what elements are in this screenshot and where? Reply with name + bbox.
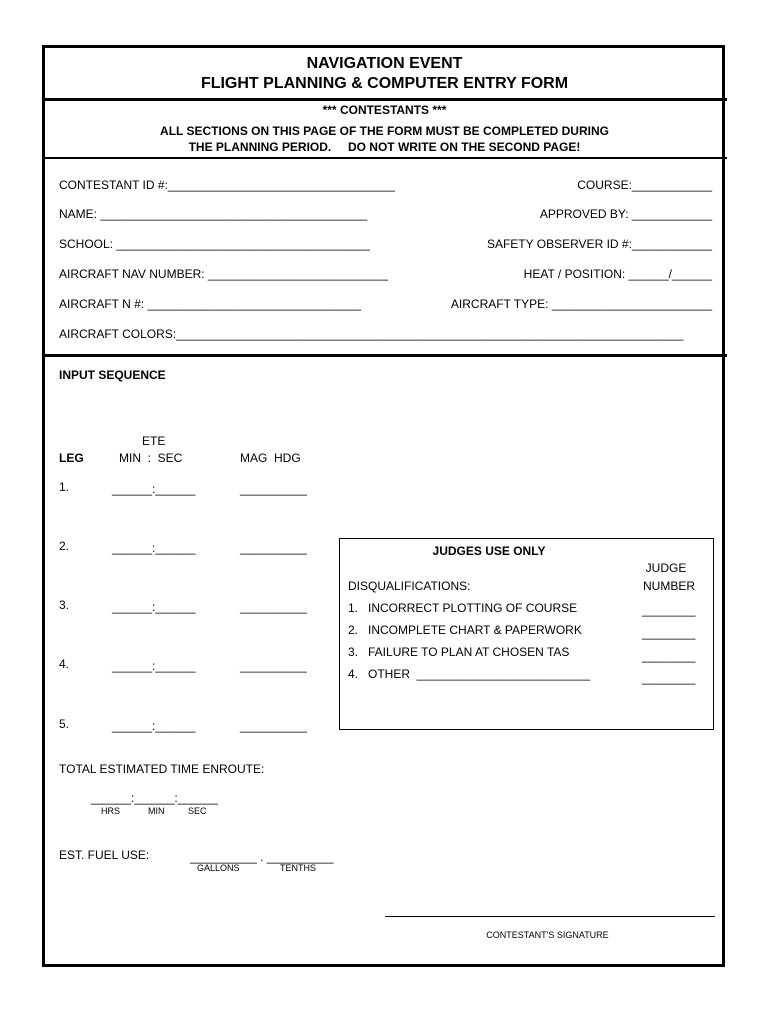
approved-by-field[interactable]: APPROVED BY: ____________ [539,207,712,221]
course-field[interactable]: COURSE:____________ [577,178,712,192]
fuel-use-field[interactable]: __________ . __________ [190,850,334,864]
tenths-label: TENTHS [280,863,316,873]
gallons-label: GALLONS [197,863,240,873]
leg-heading-field[interactable]: __________ [240,719,307,733]
leg-time-field[interactable]: ______:______ [112,659,196,673]
number-label: NUMBER [642,579,695,593]
hrs-label: HRS [101,806,121,816]
signature-line[interactable] [385,916,715,917]
name-field[interactable]: NAME: ________________________________________ [59,207,368,221]
judge-number-field[interactable]: ________ [642,626,696,640]
aircraft-colors-field[interactable]: AIRCRAFT COLORS:____________________________________________________________________________ [59,327,684,341]
disqualification-label[interactable]: 4. OTHER __________________________ [348,667,591,681]
disqualification-label: 1. INCORRECT PLOTTING OF COURSE [348,601,578,615]
leg-heading-field[interactable]: __________ [240,659,307,673]
form-title: NAVIGATION EVENT [306,55,463,72]
leg-time-field[interactable]: ______:______ [112,719,196,733]
notice-line-1: ALL SECTIONS ON THIS PAGE OF THE FORM MUST BE COMPLETED DURING [160,124,609,138]
heat-position-field[interactable]: HEAT / POSITION: ______/______ [523,267,712,281]
leg-number: 1. [59,480,70,494]
aircraft-n-field[interactable]: AIRCRAFT N #: ________________________________ [59,297,362,311]
disqualifications-label: DISQUALIFICATIONS: [348,579,471,593]
leg-number: 5. [59,717,70,731]
leg-heading-field[interactable]: __________ [240,482,307,496]
form-subtitle: FLIGHT PLANNING & COMPUTER ENTRY FORM [200,75,569,92]
ete-label: ETE [142,434,166,448]
leg-time-field[interactable]: ______:______ [112,482,196,496]
fields-divider [42,354,727,357]
signature-label: CONTESTANT'S SIGNATURE [486,930,609,940]
leg-time-field[interactable]: ______:______ [112,600,196,614]
judge-number-field[interactable]: ________ [642,603,696,617]
notice-line-2: THE PLANNING PERIOD. DO NOT WRITE ON THE SECOND PAGE! [188,140,581,154]
leg-heading-field[interactable]: __________ [240,600,307,614]
safety-observer-field[interactable]: SAFETY OBSERVER ID #:____________ [486,237,712,251]
aircraft-nav-field[interactable]: AIRCRAFT NAV NUMBER: ___________________________ [59,267,389,281]
judge-number-field[interactable]: ________ [642,671,696,685]
judge-label: JUDGE [645,561,687,575]
mag-hdg-label: MAG HDG [240,451,301,465]
judge-number-field[interactable]: ________ [642,649,696,663]
min-sec-label: MIN : SEC [119,451,183,465]
leg-label: LEG [59,451,84,465]
min-label: MIN [148,806,165,816]
disqualification-label: 2. INCOMPLETE CHART & PAPERWORK [348,623,582,637]
contestants-notice: *** CONTESTANTS *** [322,103,447,117]
school-field[interactable]: SCHOOL: ______________________________________ [59,237,370,251]
contestant-id-field[interactable]: CONTESTANT ID #:__________________________________ [59,178,395,192]
disqualification-label: 3. FAILURE TO PLAN AT CHOSEN TAS [348,645,570,659]
leg-number: 4. [59,657,70,671]
total-ete-label: TOTAL ESTIMATED TIME ENROUTE: [59,762,265,776]
leg-number: 3. [59,598,70,612]
leg-number: 2. [59,539,70,553]
header-divider [42,98,727,101]
leg-time-field[interactable]: ______:______ [112,541,196,555]
aircraft-type-field[interactable]: AIRCRAFT TYPE: ________________________ [450,297,712,311]
input-sequence-heading: INPUT SEQUENCE [59,368,166,382]
fuel-use-label: EST. FUEL USE: [59,848,150,862]
total-time-field[interactable]: ______:______:______ [91,791,218,805]
sec-label: SEC [188,806,207,816]
judges-title: JUDGES USE ONLY [432,544,546,558]
notice-divider [42,157,727,159]
leg-heading-field[interactable]: __________ [240,541,307,555]
